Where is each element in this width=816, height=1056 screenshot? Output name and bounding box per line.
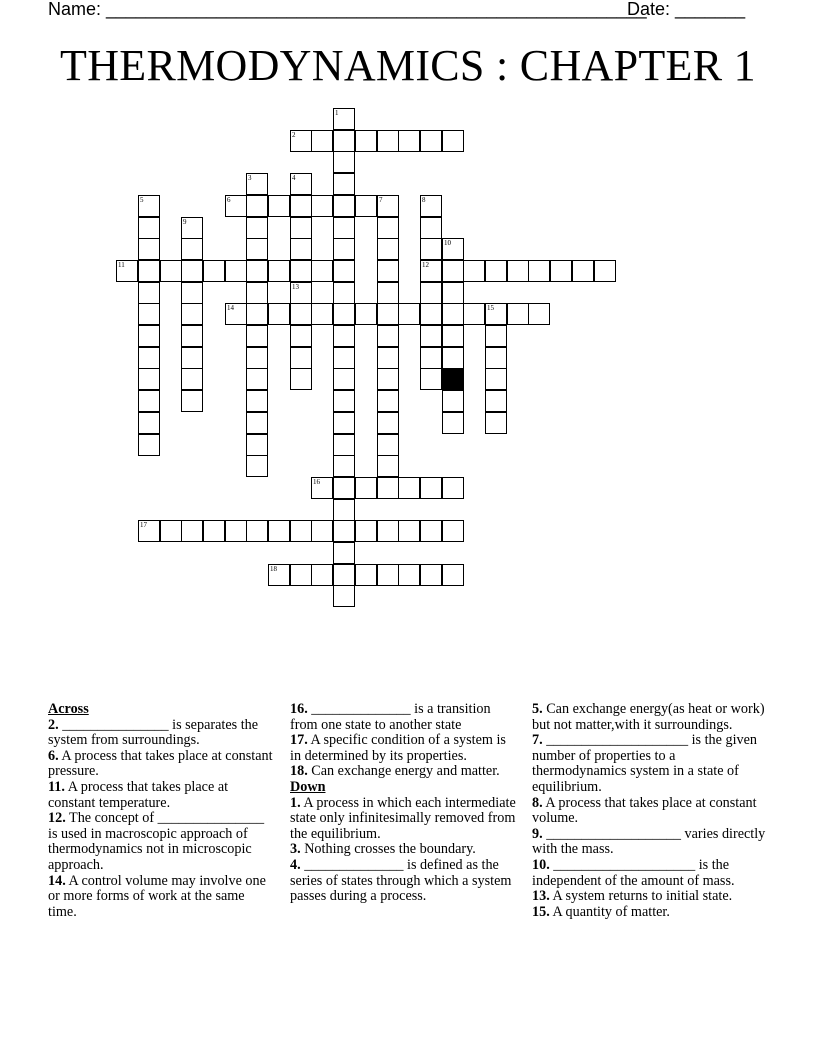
grid-cell[interactable]: [268, 260, 290, 282]
grid-cell[interactable]: [420, 564, 442, 586]
grid-cell[interactable]: [290, 195, 312, 217]
grid-cell[interactable]: [181, 520, 203, 542]
grid-cell[interactable]: [160, 260, 182, 282]
grid-cell[interactable]: [333, 368, 355, 390]
clue-number: 15: [487, 304, 494, 312]
grid-cell[interactable]: [225, 195, 247, 217]
grid-cell[interactable]: [442, 303, 464, 325]
clues-column-2: [290, 702, 518, 905]
grid-cell[interactable]: [311, 195, 333, 217]
grid-cell[interactable]: [160, 520, 182, 542]
grid-cell[interactable]: [420, 520, 442, 542]
grid-cell[interactable]: [290, 260, 312, 282]
clue-across-2: 2. _______________ is separates the system from surroundings.: [48, 716, 259, 749]
grid-cell[interactable]: [398, 520, 420, 542]
grid-cell[interactable]: [138, 368, 160, 390]
grid-cell[interactable]: [594, 260, 616, 282]
grid-cell[interactable]: [377, 564, 399, 586]
grid-cell[interactable]: [138, 390, 160, 412]
clue-down-13: 13. A system returns to initial state.: [532, 888, 733, 905]
clue-down-7: 7. ____________________ is the given number of properties to a thermodynamics system in a state of equilibrium.: [532, 732, 758, 795]
grid-cell[interactable]: [333, 217, 355, 239]
grid-cell[interactable]: [246, 412, 268, 434]
clue-number: 8: [422, 196, 426, 204]
grid-cell[interactable]: [333, 325, 355, 347]
grid-cell[interactable]: [246, 195, 268, 217]
clue-across-17: 17. A specific condition of a system is in determined by its properties.: [290, 732, 506, 764]
clue-number: 10: [444, 239, 451, 247]
grid-cell[interactable]: [550, 260, 572, 282]
blocked-cell: [442, 368, 464, 390]
grid-cell[interactable]: [333, 499, 355, 521]
grid-cell[interactable]: [377, 347, 399, 369]
grid-cell[interactable]: [398, 564, 420, 586]
grid-cell[interactable]: [290, 238, 312, 260]
grid-cell[interactable]: [377, 390, 399, 412]
grid-cell[interactable]: [333, 347, 355, 369]
grid-cell[interactable]: [333, 455, 355, 477]
grid-cell[interactable]: [290, 173, 312, 195]
grid-cell[interactable]: [528, 303, 550, 325]
grid-cell[interactable]: [572, 260, 594, 282]
grid-cell[interactable]: [116, 260, 138, 282]
grid-cell[interactable]: [311, 520, 333, 542]
grid-cell[interactable]: [246, 347, 268, 369]
grid-cell[interactable]: [138, 347, 160, 369]
grid-cell[interactable]: [181, 238, 203, 260]
grid-cell[interactable]: [246, 368, 268, 390]
grid-cell[interactable]: [442, 347, 464, 369]
grid-cell[interactable]: [225, 520, 247, 542]
grid-cell[interactable]: [138, 434, 160, 456]
grid-cell[interactable]: [311, 303, 333, 325]
grid-cell[interactable]: [290, 325, 312, 347]
grid-cell[interactable]: [290, 303, 312, 325]
grid-cell[interactable]: [333, 542, 355, 564]
grid-cell[interactable]: [442, 130, 464, 152]
grid-cell[interactable]: [333, 151, 355, 173]
grid-cell[interactable]: [485, 390, 507, 412]
grid-cell[interactable]: [377, 238, 399, 260]
grid-cell[interactable]: [138, 412, 160, 434]
clue-across-18: 18. Can exchange energy and matter.: [290, 763, 500, 780]
grid-cell[interactable]: [138, 282, 160, 304]
clue-down-15: 15. A quantity of matter.: [532, 903, 670, 920]
grid-cell[interactable]: [181, 303, 203, 325]
grid-cell[interactable]: [225, 303, 247, 325]
grid-cell[interactable]: [420, 217, 442, 239]
grid-cell[interactable]: [485, 303, 507, 325]
clue-number: 11: [118, 261, 125, 269]
grid-cell[interactable]: [246, 520, 268, 542]
across-heading: Across: [48, 701, 89, 717]
grid-cell[interactable]: [355, 564, 377, 586]
grid-cell[interactable]: [442, 564, 464, 586]
grid-cell[interactable]: [485, 368, 507, 390]
grid-cell[interactable]: [268, 520, 290, 542]
grid-cell[interactable]: [311, 260, 333, 282]
grid-cell[interactable]: [398, 303, 420, 325]
date-field-label: Date: _______: [627, 0, 746, 19]
grid-cell[interactable]: [355, 130, 377, 152]
clue-across-12: 12. The concept of _______________ is used in macroscopic approach of thermodynamics not in microscopic approach.: [48, 810, 265, 873]
grid-cell[interactable]: [377, 130, 399, 152]
grid-cell[interactable]: [333, 173, 355, 195]
grid-cell[interactable]: [138, 260, 160, 282]
grid-cell[interactable]: [442, 325, 464, 347]
grid-cell[interactable]: [181, 347, 203, 369]
grid-cell[interactable]: [333, 130, 355, 152]
clue-number: 16: [313, 478, 320, 486]
grid-cell[interactable]: [246, 173, 268, 195]
grid-cell[interactable]: [290, 217, 312, 239]
grid-cell[interactable]: [355, 520, 377, 542]
grid-cell[interactable]: [225, 260, 247, 282]
grid-cell[interactable]: [138, 195, 160, 217]
grid-cell[interactable]: [138, 520, 160, 542]
clue-number: 18: [270, 565, 277, 573]
grid-cell[interactable]: [442, 412, 464, 434]
grid-cell[interactable]: [333, 390, 355, 412]
grid-cell[interactable]: [377, 477, 399, 499]
grid-cell[interactable]: [333, 238, 355, 260]
grid-cell[interactable]: [268, 564, 290, 586]
grid-cell[interactable]: [333, 564, 355, 586]
clue-across-6: 6. A process that takes place at constant pressure.: [48, 747, 273, 780]
grid-cell[interactable]: [333, 282, 355, 304]
grid-cell[interactable]: [377, 217, 399, 239]
grid-cell[interactable]: [377, 368, 399, 390]
clue-down-9: 9. ___________________ varies directly with the mass.: [532, 825, 766, 858]
name-field-label: Name: ______________________________________________________: [48, 0, 647, 19]
grid-cell[interactable]: [246, 217, 268, 239]
grid-cell[interactable]: [333, 434, 355, 456]
grid-cell[interactable]: [138, 238, 160, 260]
grid-cell[interactable]: [442, 390, 464, 412]
grid-cell[interactable]: [463, 303, 485, 325]
clue-across-16: 16. ______________ is a transition from one state to another state: [290, 701, 491, 733]
clue-number: 17: [140, 521, 147, 529]
grid-cell[interactable]: [377, 282, 399, 304]
grid-cell[interactable]: [420, 238, 442, 260]
clue-across-11: 11. A process that takes place at constant temperature.: [48, 778, 229, 811]
clue-down-10: 10. ____________________ is the independent of the amount of mass.: [532, 856, 735, 889]
grid-cell[interactable]: [333, 108, 355, 130]
grid-cell[interactable]: [377, 303, 399, 325]
grid-cell[interactable]: [333, 477, 355, 499]
grid-cell[interactable]: [463, 260, 485, 282]
grid-cell[interactable]: [246, 455, 268, 477]
grid-cell[interactable]: [290, 520, 312, 542]
grid-cell[interactable]: [507, 260, 529, 282]
grid-cell[interactable]: [290, 130, 312, 152]
clue-down-1: 1. A process in which each intermediate state only infinitesimally removed from the equilibrium.: [290, 794, 516, 842]
clue-number: 3: [248, 174, 252, 182]
page-title: THERMODYNAMICS : CHAPTER 1: [60, 41, 756, 90]
grid-cell[interactable]: [311, 564, 333, 586]
grid-cell[interactable]: [268, 303, 290, 325]
grid-cell[interactable]: [333, 195, 355, 217]
grid-cell[interactable]: [181, 390, 203, 412]
grid-cell[interactable]: [377, 455, 399, 477]
grid-cell[interactable]: [377, 195, 399, 217]
grid-cell[interactable]: [485, 412, 507, 434]
grid-cell[interactable]: [442, 520, 464, 542]
clue-down-8: 8. A process that takes place at constant volume.: [532, 794, 757, 827]
grid-cell[interactable]: [203, 260, 225, 282]
grid-cell[interactable]: [442, 238, 464, 260]
clue-number: 4: [292, 174, 296, 182]
grid-cell[interactable]: [442, 477, 464, 499]
grid-cell[interactable]: [398, 477, 420, 499]
grid-cell[interactable]: [311, 130, 333, 152]
grid-cell[interactable]: [420, 347, 442, 369]
grid-cell[interactable]: [377, 260, 399, 282]
grid-cell[interactable]: [442, 260, 464, 282]
grid-cell[interactable]: [398, 130, 420, 152]
grid-cell[interactable]: [507, 303, 529, 325]
grid-cell[interactable]: [355, 303, 377, 325]
grid-cell[interactable]: [377, 412, 399, 434]
grid-cell[interactable]: [485, 325, 507, 347]
clues-column-1: [48, 702, 276, 920]
grid-cell[interactable]: [420, 195, 442, 217]
grid-cell[interactable]: [246, 260, 268, 282]
grid-cell[interactable]: [246, 390, 268, 412]
grid-cell[interactable]: [420, 325, 442, 347]
grid-cell[interactable]: [138, 303, 160, 325]
grid-cell[interactable]: [181, 325, 203, 347]
clue-number: 12: [422, 261, 429, 269]
grid-cell[interactable]: [268, 195, 290, 217]
grid-cell[interactable]: [246, 238, 268, 260]
grid-cell[interactable]: [181, 260, 203, 282]
grid-cell[interactable]: [442, 282, 464, 304]
grid-cell[interactable]: [377, 520, 399, 542]
grid-cell[interactable]: [355, 477, 377, 499]
grid-cell[interactable]: [333, 520, 355, 542]
clue-number: 7: [379, 196, 383, 204]
grid-cell[interactable]: [311, 477, 333, 499]
clue-number: 9: [183, 218, 187, 226]
clue-number: 2: [292, 131, 296, 139]
grid-cell[interactable]: [290, 347, 312, 369]
grid-cell[interactable]: [420, 477, 442, 499]
grid-cell[interactable]: [528, 260, 550, 282]
clues-column-3: [532, 702, 768, 920]
grid-cell[interactable]: [377, 434, 399, 456]
grid-cell[interactable]: [420, 282, 442, 304]
grid-cell[interactable]: [181, 217, 203, 239]
clue-down-3: 3. Nothing crosses the boundary.: [290, 841, 476, 858]
clue-down-4: 4. ______________ is defined as the series of states through which a system passes during a process.: [290, 856, 512, 905]
grid-cell[interactable]: [485, 347, 507, 369]
grid-cell[interactable]: [420, 303, 442, 325]
grid-cell[interactable]: [181, 368, 203, 390]
grid-cell[interactable]: [290, 368, 312, 390]
grid-cell[interactable]: [138, 325, 160, 347]
grid-cell[interactable]: [181, 282, 203, 304]
grid-cell[interactable]: [246, 282, 268, 304]
grid-cell[interactable]: [377, 325, 399, 347]
clue-number: 13: [292, 283, 299, 291]
grid-cell[interactable]: [355, 195, 377, 217]
grid-cell[interactable]: [333, 303, 355, 325]
grid-cell[interactable]: [333, 260, 355, 282]
grid-cell[interactable]: [138, 217, 160, 239]
grid-cell[interactable]: [246, 325, 268, 347]
clue-number: 5: [140, 196, 144, 204]
clue-down-5: 5. Can exchange energy(as heat or work) but not matter,with it surroundings.: [532, 701, 765, 733]
clue-number: 1: [335, 109, 339, 117]
grid-cell[interactable]: [333, 585, 355, 607]
grid-cell[interactable]: [420, 368, 442, 390]
grid-cell[interactable]: [290, 564, 312, 586]
grid-cell[interactable]: [246, 434, 268, 456]
grid-cell[interactable]: [420, 260, 442, 282]
grid-cell[interactable]: [203, 520, 225, 542]
grid-cell[interactable]: [485, 260, 507, 282]
clue-number: 6: [227, 196, 231, 204]
grid-cell[interactable]: [290, 282, 312, 304]
down-heading: Down: [290, 778, 326, 795]
grid-cell[interactable]: [246, 303, 268, 325]
clue-number: 14: [227, 304, 234, 312]
grid-cell[interactable]: [333, 412, 355, 434]
grid-cell[interactable]: [420, 130, 442, 152]
clue-across-14: 14. A control volume may involve one or more forms of work at the same time.: [48, 872, 266, 920]
